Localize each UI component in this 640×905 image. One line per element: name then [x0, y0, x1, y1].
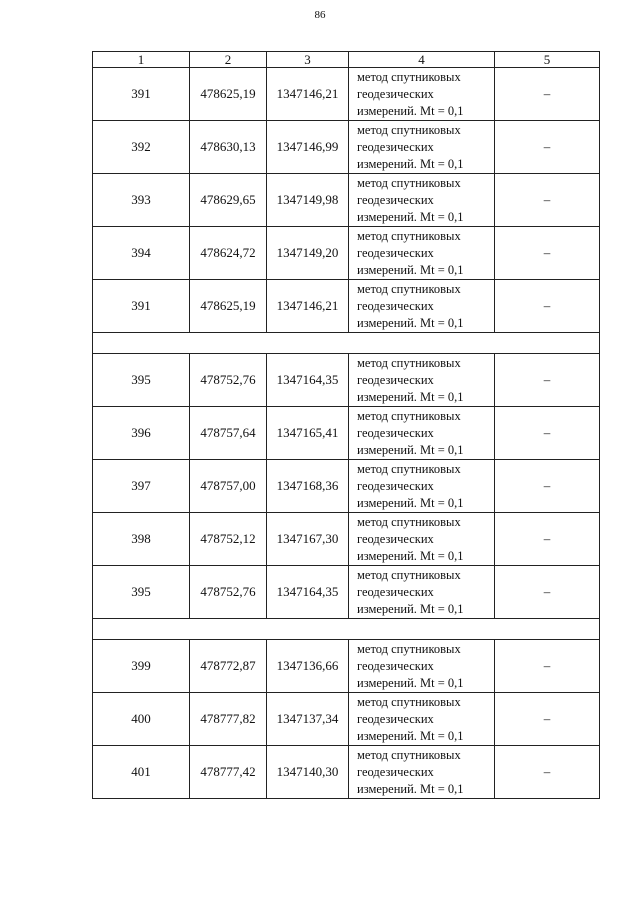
- method-line: геодезических: [357, 372, 434, 387]
- method-line: геодезических: [357, 478, 434, 493]
- method-cell: [349, 354, 495, 407]
- y-coordinate-cell: 1347165,41: [267, 407, 349, 460]
- table-row: [93, 68, 600, 121]
- table-row: [93, 407, 600, 460]
- method-line: метод спутниковых: [357, 281, 461, 296]
- note-cell: –: [495, 174, 600, 227]
- table-row: [93, 174, 600, 227]
- note-cell: –: [495, 460, 600, 513]
- x-coordinate-cell: 478630,13: [190, 121, 267, 174]
- point-number-cell: 399: [93, 640, 190, 693]
- method-line: геодезических: [357, 139, 434, 154]
- method-line: измерений. Mt = 0,1: [357, 601, 464, 616]
- method-line: геодезических: [357, 425, 434, 440]
- column-header: 3: [267, 52, 349, 68]
- table-row: [93, 227, 600, 280]
- point-number-cell: 394: [93, 227, 190, 280]
- method-line: измерений. Mt = 0,1: [357, 389, 464, 404]
- table-row: [93, 746, 600, 799]
- method-cell: [349, 174, 495, 227]
- page-number: 86: [314, 9, 326, 21]
- method-line: геодезических: [357, 658, 434, 673]
- column-header: 5: [495, 52, 600, 68]
- y-coordinate-cell: 1347167,30: [267, 513, 349, 566]
- y-coordinate-cell: 1347164,35: [267, 354, 349, 407]
- method-cell: [349, 280, 495, 333]
- method-line: метод спутниковых: [357, 514, 461, 529]
- method-line: измерений. Mt = 0,1: [357, 209, 464, 224]
- coordinates-table: [92, 51, 600, 799]
- x-coordinate-cell: 478629,65: [190, 174, 267, 227]
- y-coordinate-cell: 1347149,20: [267, 227, 349, 280]
- x-coordinate-cell: 478757,00: [190, 460, 267, 513]
- y-coordinate-cell: 1347168,36: [267, 460, 349, 513]
- y-coordinate-cell: 1347146,21: [267, 280, 349, 333]
- method-line: метод спутниковых: [357, 355, 461, 370]
- x-coordinate-cell: 478624,72: [190, 227, 267, 280]
- method-cell: [349, 121, 495, 174]
- table-body: [93, 68, 600, 799]
- column-header: 1: [93, 52, 190, 68]
- column-header: 2: [190, 52, 267, 68]
- point-number-cell: 395: [93, 566, 190, 619]
- point-number-cell: 396: [93, 407, 190, 460]
- method-line: метод спутниковых: [357, 747, 461, 762]
- point-number-cell: 400: [93, 693, 190, 746]
- method-line: метод спутниковых: [357, 69, 461, 84]
- y-coordinate-cell: 1347140,30: [267, 746, 349, 799]
- x-coordinate-cell: 478757,64: [190, 407, 267, 460]
- method-line: геодезических: [357, 711, 434, 726]
- table-row: [93, 460, 600, 513]
- method-line: измерений. Mt = 0,1: [357, 262, 464, 277]
- method-line: метод спутниковых: [357, 641, 461, 656]
- method-line: метод спутниковых: [357, 175, 461, 190]
- y-coordinate-cell: 1347164,35: [267, 566, 349, 619]
- x-coordinate-cell: 478625,19: [190, 68, 267, 121]
- method-line: геодезических: [357, 584, 434, 599]
- note-cell: –: [495, 407, 600, 460]
- method-line: геодезических: [357, 245, 434, 260]
- note-cell: –: [495, 227, 600, 280]
- point-number-cell: 391: [93, 280, 190, 333]
- x-coordinate-cell: 478625,19: [190, 280, 267, 333]
- note-cell: –: [495, 354, 600, 407]
- table-row: [93, 513, 600, 566]
- method-line: метод спутниковых: [357, 567, 461, 582]
- group-separator-row: [93, 333, 600, 354]
- method-cell: [349, 513, 495, 566]
- x-coordinate-cell: 478772,87: [190, 640, 267, 693]
- method-cell: [349, 460, 495, 513]
- method-line: метод спутниковых: [357, 408, 461, 423]
- separator-cell: [93, 619, 600, 640]
- method-line: метод спутниковых: [357, 228, 461, 243]
- table-row: [93, 121, 600, 174]
- method-line: измерений. Mt = 0,1: [357, 156, 464, 171]
- group-separator-row: [93, 619, 600, 640]
- note-cell: –: [495, 280, 600, 333]
- point-number-cell: 397: [93, 460, 190, 513]
- point-number-cell: 392: [93, 121, 190, 174]
- method-cell: [349, 746, 495, 799]
- y-coordinate-cell: 1347146,21: [267, 68, 349, 121]
- table-row: [93, 354, 600, 407]
- x-coordinate-cell: 478752,76: [190, 354, 267, 407]
- method-line: геодезических: [357, 531, 434, 546]
- point-number-cell: 398: [93, 513, 190, 566]
- method-cell: [349, 68, 495, 121]
- point-number-cell: 391: [93, 68, 190, 121]
- method-cell: [349, 693, 495, 746]
- method-line: геодезических: [357, 192, 434, 207]
- method-line: измерений. Mt = 0,1: [357, 728, 464, 743]
- method-line: геодезических: [357, 298, 434, 313]
- table-row: [93, 280, 600, 333]
- x-coordinate-cell: 478752,76: [190, 566, 267, 619]
- y-coordinate-cell: 1347137,34: [267, 693, 349, 746]
- note-cell: –: [495, 68, 600, 121]
- method-line: измерений. Mt = 0,1: [357, 675, 464, 690]
- y-coordinate-cell: 1347149,98: [267, 174, 349, 227]
- method-line: измерений. Mt = 0,1: [357, 442, 464, 457]
- method-line: измерений. Mt = 0,1: [357, 548, 464, 563]
- note-cell: –: [495, 640, 600, 693]
- method-line: метод спутниковых: [357, 694, 461, 709]
- method-line: измерений. Mt = 0,1: [357, 315, 464, 330]
- separator-cell: [93, 333, 600, 354]
- note-cell: –: [495, 693, 600, 746]
- x-coordinate-cell: 478777,42: [190, 746, 267, 799]
- method-cell: [349, 566, 495, 619]
- y-coordinate-cell: 1347146,99: [267, 121, 349, 174]
- method-line: измерений. Mt = 0,1: [357, 495, 464, 510]
- note-cell: –: [495, 121, 600, 174]
- point-number-cell: 401: [93, 746, 190, 799]
- method-line: метод спутниковых: [357, 122, 461, 137]
- table-row: [93, 566, 600, 619]
- table-row: [93, 640, 600, 693]
- x-coordinate-cell: 478777,82: [190, 693, 267, 746]
- method-line: измерений. Mt = 0,1: [357, 103, 464, 118]
- note-cell: –: [495, 513, 600, 566]
- method-line: измерений. Mt = 0,1: [357, 781, 464, 796]
- note-cell: –: [495, 566, 600, 619]
- column-header: 4: [349, 52, 495, 68]
- point-number-cell: 395: [93, 354, 190, 407]
- header-row: [93, 52, 600, 68]
- y-coordinate-cell: 1347136,66: [267, 640, 349, 693]
- method-cell: [349, 640, 495, 693]
- method-line: геодезических: [357, 86, 434, 101]
- method-cell: [349, 407, 495, 460]
- note-cell: –: [495, 746, 600, 799]
- method-cell: [349, 227, 495, 280]
- table-row: [93, 693, 600, 746]
- x-coordinate-cell: 478752,12: [190, 513, 267, 566]
- method-line: геодезических: [357, 764, 434, 779]
- method-line: метод спутниковых: [357, 461, 461, 476]
- point-number-cell: 393: [93, 174, 190, 227]
